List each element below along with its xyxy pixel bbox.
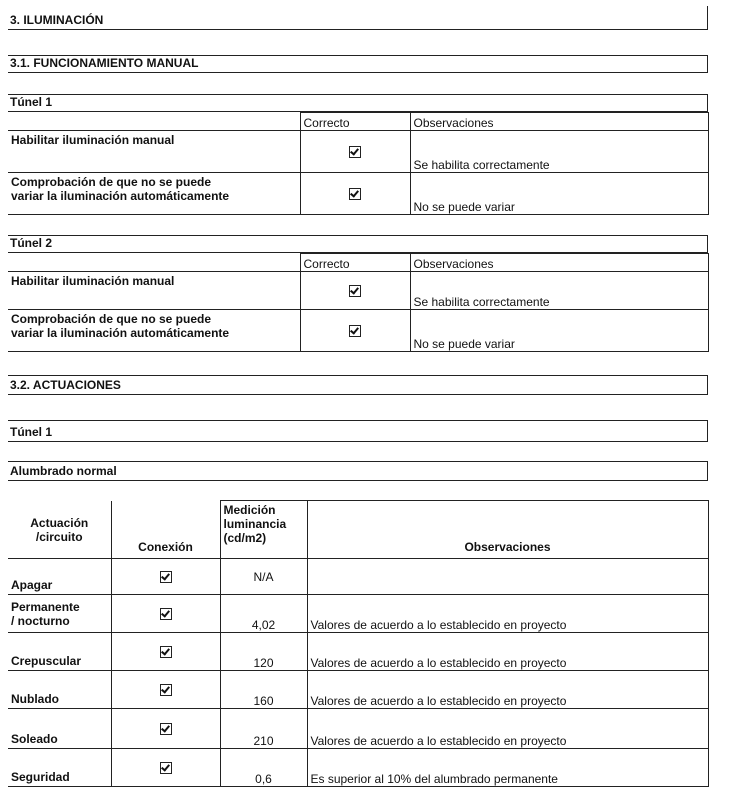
- checkbox-checked-icon[interactable]: [160, 571, 172, 583]
- table-row: [8, 671, 708, 709]
- actuaciones-table: [8, 500, 709, 787]
- table-row: [8, 595, 708, 633]
- tunnel-1-actuaciones-title: Túnel 1: [10, 425, 53, 439]
- row-observation: Valores de acuerdo a lo establecido en proyecto: [307, 633, 708, 671]
- tunnel-1-manual-header: [8, 94, 708, 112]
- row-value: N/A: [220, 559, 307, 595]
- section-3-2-header: [8, 375, 708, 395]
- col-observaciones: Observaciones: [307, 501, 708, 559]
- tunnel-1-actuaciones-header: [8, 420, 708, 442]
- col-medicion: Medición luminancia (cd/m2): [220, 501, 307, 559]
- row-actuacion: Nublado: [8, 671, 111, 709]
- tunnel-2-manual-header: [8, 235, 708, 253]
- row-label: Habilitar iluminación manual: [8, 131, 300, 173]
- table-header-row: [8, 113, 708, 131]
- row-observation: Es superior al 10% del alumbrado permanente: [307, 749, 708, 787]
- col-observaciones: Observaciones: [410, 113, 708, 131]
- table-row: [8, 633, 708, 671]
- row-value: 120: [220, 633, 307, 671]
- checkbox-checked-icon[interactable]: [160, 762, 172, 774]
- row-observation: No se puede variar: [410, 310, 708, 352]
- table-row: [8, 173, 708, 215]
- row-value: 160: [220, 671, 307, 709]
- tunnel-2-manual-table: [8, 253, 709, 352]
- table-row: [8, 749, 708, 787]
- row-observation: Se habilita correctamente: [410, 272, 708, 310]
- checkbox-checked-icon[interactable]: [160, 723, 172, 735]
- row-observation: Valores de acuerdo a lo establecido en proyecto: [307, 671, 708, 709]
- row-observation: No se puede variar: [410, 173, 708, 215]
- section-3-1-header: [8, 55, 708, 73]
- row-label: Comprobación de que no se puede variar la iluminación automáticamente: [8, 173, 300, 215]
- row-actuacion: Seguridad: [8, 749, 111, 787]
- section-3-title: 3. ILUMINACIÓN: [10, 13, 104, 27]
- row-actuacion: Permanente / nocturno: [8, 595, 111, 633]
- row-label: Comprobación de que no se puede variar la iluminación automáticamente: [8, 310, 300, 352]
- alumbrado-normal-header: [8, 461, 708, 481]
- table-header-row: [8, 501, 708, 559]
- row-observation: Valores de acuerdo a lo establecido en proyecto: [307, 709, 708, 749]
- row-observation: Valores de acuerdo a lo establecido en proyecto: [307, 595, 708, 633]
- table-row: [8, 272, 708, 310]
- checkbox-checked-icon[interactable]: [349, 188, 361, 200]
- section-3-header: [8, 6, 708, 30]
- section-3-2-title: 3.2. ACTUACIONES: [10, 378, 121, 392]
- table-row: [8, 310, 708, 352]
- row-actuacion: Soleado: [8, 709, 111, 749]
- col-actuacion: Actuación /circuito: [8, 501, 111, 559]
- col-conexion: Conexión: [111, 501, 220, 559]
- table-header-row: [8, 254, 708, 272]
- col-observaciones: Observaciones: [410, 254, 708, 272]
- table-row: [8, 131, 708, 173]
- row-actuacion: Apagar: [8, 559, 111, 595]
- tunnel-2-manual-title: Túnel 2: [10, 236, 53, 250]
- tunnel-1-manual-title: Túnel 1: [10, 95, 53, 109]
- row-value: 0,6: [220, 749, 307, 787]
- alumbrado-normal-title: Alumbrado normal: [10, 464, 117, 478]
- table-row: [8, 709, 708, 749]
- col-correcto: Correcto: [300, 254, 410, 272]
- tunnel-1-manual-table: [8, 112, 709, 215]
- row-value: 4,02: [220, 595, 307, 633]
- checkbox-checked-icon[interactable]: [160, 646, 172, 658]
- checkbox-checked-icon[interactable]: [160, 608, 172, 620]
- section-3-1-title: 3.1. FUNCIONAMIENTO MANUAL: [10, 56, 199, 70]
- checkbox-checked-icon[interactable]: [349, 325, 361, 337]
- row-value: 210: [220, 709, 307, 749]
- checkbox-checked-icon[interactable]: [349, 146, 361, 158]
- row-observation: Se habilita correctamente: [410, 131, 708, 173]
- row-observation: [307, 559, 708, 595]
- col-correcto: Correcto: [300, 113, 410, 131]
- row-label: Habilitar iluminación manual: [8, 272, 300, 310]
- checkbox-checked-icon[interactable]: [349, 285, 361, 297]
- table-row: [8, 559, 708, 595]
- checkbox-checked-icon[interactable]: [160, 684, 172, 696]
- row-actuacion: Crepuscular: [8, 633, 111, 671]
